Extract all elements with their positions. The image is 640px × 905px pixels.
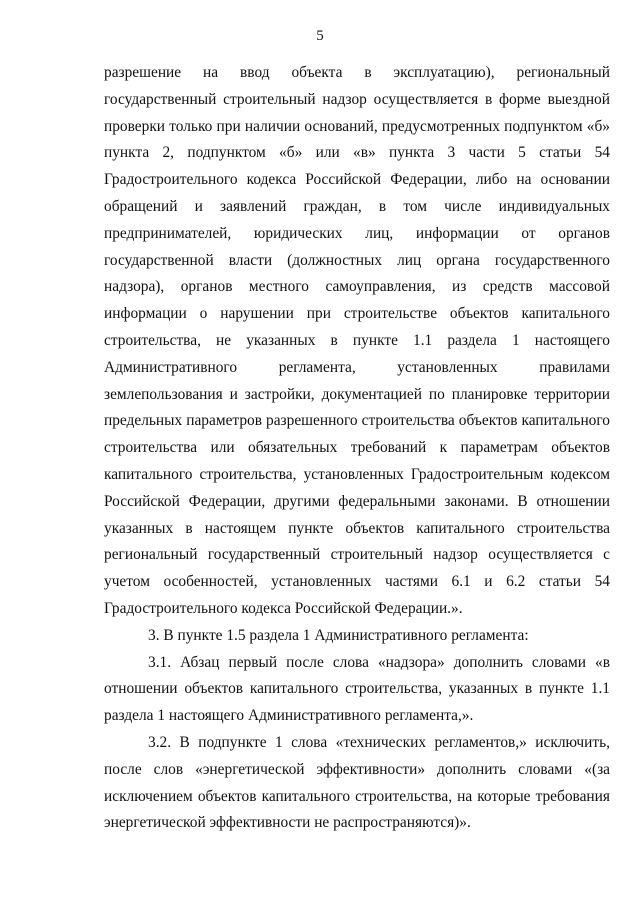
paragraph-item-3: 3. В пункте 1.5 раздела 1 Административного регламента: xyxy=(148,626,529,644)
document-body xyxy=(104,60,610,837)
page-number: 5 xyxy=(316,28,324,44)
paragraph-continuation: разрешение на ввод объекта в эксплуатацию), региональный государственный строительный надзор осуществляется в форме выездной проверки только при наличии оснований, предусмотренных подпунктом «б» пункта 2, подпунктом «б» или «в» пункта 3 части 5 статьи 54 Градостроительного кодекса Российской Федерации, либо на основании обращений и заявлений граждан, в том числе индивидуальных предпринимателей, юридических лиц, информации от органов государственной власти (должностных лиц органа государственного надзора), органов местного самоуправления, из средств массовой информации о нарушении при строительстве объектов капитального строительства, не указанных в пункте 1.1 раздела 1 настоящего Административного регламента, установленных правилами землепользования и застройки, документацией по планировке территории предельных параметров разрешенного строительства объектов капитального строительства или обязательных требований к параметрам объектов капитального строительства, установленных Градостроительным кодексом Российской Федерации, другими федеральными законами. В отношении указанных в настоящем пункте объектов капитального строительства региональный государственный строительный надзор осуществляется с учетом особенностей, установленных частями 6.1 и 6.2 статьи 54 Градостроительного кодекса Российской Федерации.». xyxy=(104,64,610,617)
paragraph-item-3-1: 3.1. Абзац первый после слова «надзора» дополнить словами «в отношении объектов капитального строительства, указанных в пункте 1.1 раздела 1 настоящего Административного регламента,». xyxy=(104,653,610,725)
paragraph-item-3-2: 3.2. В подпункте 1 слова «технических регламентов,» исключить, после слов «энергетической эффективности» дополнить словами «(за исключением объектов капитального строительства, на которые требования энергетической эффективности не распространяются)». xyxy=(104,733,610,832)
